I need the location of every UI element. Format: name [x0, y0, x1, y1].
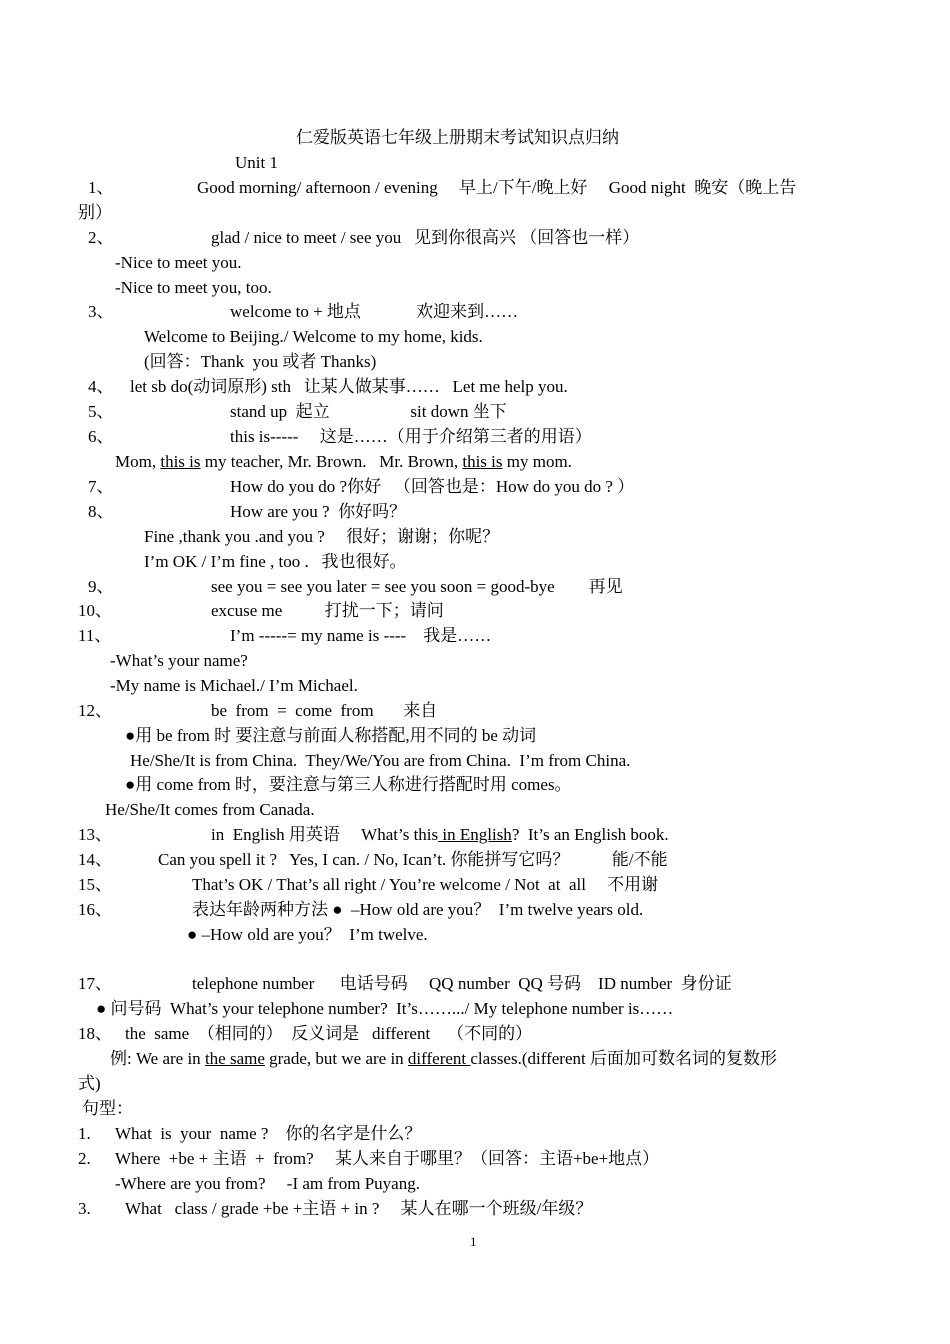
item-text: How do you do ?你好 （回答也是：How do you do ? ）	[230, 477, 635, 496]
example-line: ● –How old are you？ I’m twelve.	[187, 925, 428, 944]
example-line: -Nice to meet you.	[115, 253, 242, 272]
item-text: telephone number 电话号码 QQ number QQ 号码 ID number 身份证	[192, 974, 732, 993]
example-line: (回答：Thank you 或者 Thanks)	[144, 352, 377, 371]
example-text: my teacher, Mr. Brown. Mr. Brown,	[200, 452, 463, 471]
sentence-number: 1.	[78, 1124, 91, 1143]
example-line-continued: 式)	[78, 1074, 101, 1093]
item-text-part: in English 用英语 What’s this	[211, 825, 439, 844]
example-text: classes.(different 后面加可数名词的复数形	[470, 1049, 777, 1068]
item-number: 1、	[88, 178, 114, 197]
item-number: 18、	[78, 1024, 112, 1043]
item-text: 表达年龄两种方法 ● –How old are you？ I’m twelve years old.	[192, 900, 644, 919]
page-number: 1	[470, 1234, 477, 1249]
item-text: the same （相同的） 反义词是 different （不同的）	[125, 1024, 533, 1043]
sentence-text: Where +be + 主语 + from? 某人来自于哪里？（回答：主语+be+地点）	[115, 1149, 660, 1168]
note-line: ●用 be from 时 要注意与前面人称搭配,用不同的 be 动词	[125, 726, 537, 745]
sentence-number: 2.	[78, 1149, 91, 1168]
sentence-number: 3.	[78, 1199, 91, 1218]
item-text: excuse me 打扰一下；请问	[211, 601, 444, 620]
item-number: 8、	[88, 502, 114, 521]
item-text: Can you spell it ? Yes, I can. / No, Ican’t. 你能拼写它吗？ 能/不能	[158, 850, 668, 869]
example-text: grade, but we are in	[264, 1049, 408, 1068]
item-text: be from = come from 来自	[211, 701, 438, 720]
item-number: 11、	[78, 626, 112, 645]
item-number: 5、	[88, 402, 114, 421]
sentence-text: What is your name ? 你的名字是什么？	[115, 1124, 422, 1143]
item-number: 4、	[88, 377, 114, 396]
item-text: How are you ? 你好吗？	[230, 502, 407, 521]
item-text-part: ? It’s an English book.	[511, 825, 669, 844]
item-text	[211, 824, 669, 846]
example-text: Mom,	[115, 452, 161, 471]
item-number: 10、	[78, 601, 112, 620]
example-line: I’m OK / I’m fine , too . 我也很好。	[144, 552, 407, 571]
example-line	[110, 1048, 777, 1070]
item-number: 16、	[78, 900, 112, 919]
example-line: He/She/It is from China. They/We/You are from China. I’m from China.	[130, 751, 631, 770]
underlined-phrase: different	[407, 1049, 471, 1068]
item-number: 6、	[88, 427, 114, 446]
example-line: -My name is Michael./ I’m Michael.	[110, 676, 358, 695]
note-line: ●用 come from 时，要注意与第三人称进行搭配时用 comes。	[125, 775, 572, 794]
example-text: my mom.	[502, 452, 572, 471]
item-number: 14、	[78, 850, 112, 869]
item-text: this is----- 这是……（用于介绍第三者的用语）	[230, 427, 592, 446]
item-number: 13、	[78, 825, 112, 844]
example-line: -What’s your name?	[110, 651, 248, 670]
item-number: 7、	[88, 477, 114, 496]
underlined-phrase: this is	[160, 452, 201, 471]
page-title: 仁爱版英语七年级上册期末考试知识点归纳	[296, 128, 619, 147]
item-number: 3、	[88, 302, 114, 321]
item-number: 12、	[78, 701, 112, 720]
item-number: 17、	[78, 974, 112, 993]
item-number: 9、	[88, 577, 114, 596]
item-text: I’m -----= my name is ---- 我是……	[230, 626, 492, 645]
unit-heading: Unit 1	[235, 153, 278, 172]
item-number: 15、	[78, 875, 112, 894]
item-number: 2、	[88, 228, 114, 247]
item-text-continued: 别）	[78, 203, 112, 222]
sentence-text: What class / grade +be +主语 + in ? 某人在哪一个班级/年级？	[125, 1199, 593, 1218]
item-text: welcome to + 地点 欢迎来到……	[230, 302, 519, 321]
section-heading: 句型：	[82, 1099, 133, 1118]
example-line	[115, 451, 572, 473]
example-line: -Where are you from? -I am from Puyang.	[115, 1174, 420, 1193]
item-text: Good morning/ afternoon / evening 早上/下午/晚上好 Good night 晚安（晚上告	[197, 178, 797, 197]
underlined-phrase: this is	[462, 452, 503, 471]
note-line: ● 问号码 What’s your telephone number? It’s…….../ My telephone number is……	[96, 999, 674, 1018]
example-line: Fine ,thank you .and you ? 很好；谢谢；你呢？	[144, 527, 500, 546]
example-line: -Nice to meet you, too.	[115, 278, 272, 297]
item-text: stand up 起立 sit down 坐下	[230, 402, 507, 421]
example-line: Welcome to Beijing./ Welcome to my home, kids.	[144, 327, 483, 346]
underlined-phrase: in English	[438, 825, 512, 844]
underlined-phrase: the same	[204, 1049, 265, 1068]
item-text: glad / nice to meet / see you 见到你很高兴 （回答也一样）	[211, 228, 640, 247]
item-text: let sb do(动词原形) sth 让某人做某事…… Let me help you.	[130, 377, 568, 396]
item-text: That’s OK / That’s all right / You’re welcome / Not at all 不用谢	[192, 875, 659, 894]
example-line: He/She/It comes from Canada.	[105, 800, 315, 819]
example-text: 例: We are in	[110, 1049, 205, 1068]
item-text: see you = see you later = see you soon = good-bye 再见	[211, 577, 623, 596]
